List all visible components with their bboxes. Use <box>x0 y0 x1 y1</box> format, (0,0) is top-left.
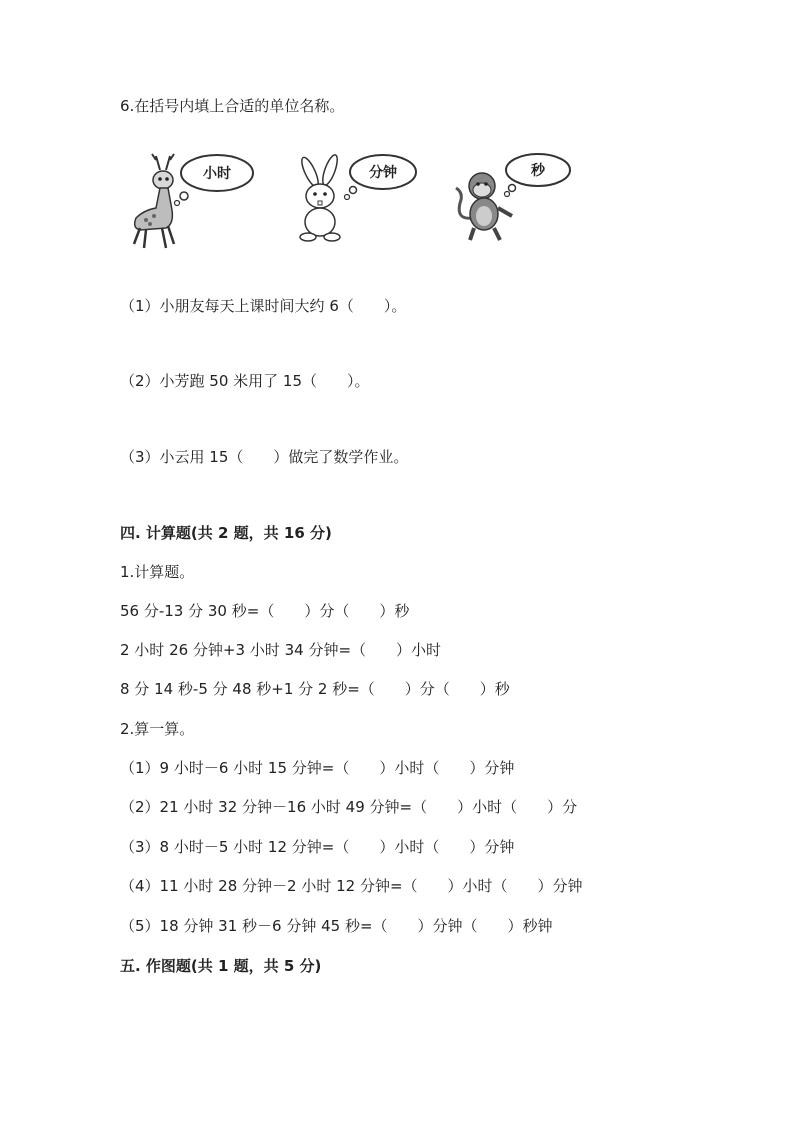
s4-q2-item-3: （3）8 小时－5 小时 12 分钟=（ ）小时（ ）分钟 <box>120 838 515 856</box>
section-5-title: 五. 作图题(共 1 题，共 5 分) <box>120 957 322 975</box>
monkey-icon <box>452 148 582 243</box>
question-6-title: 6.在括号内填上合适的单位名称。 <box>120 97 345 115</box>
s4-q2-item-4: （4）11 小时 28 分钟－2 小时 12 分钟=（ ）小时（ ）分钟 <box>120 877 583 895</box>
s4-q2-title: 2.算一算。 <box>120 720 195 738</box>
q6-item-3: （3）小云用 15（ ）做完了数学作业。 <box>120 448 409 466</box>
s4-q1-item-2: 2 小时 26 分钟+3 小时 34 分钟=（ ）小时 <box>120 641 442 659</box>
s4-q1-item-1: 56 分-13 分 30 秒=（ ）分（ ）秒 <box>120 602 410 620</box>
deer-icon <box>122 148 262 253</box>
s4-q1-item-3: 8 分 14 秒-5 分 48 秒+1 分 2 秒=（ ）分（ ）秒 <box>120 680 510 698</box>
deer-bubble-text: 小时 <box>203 166 231 182</box>
rabbit-bubble-text: 分钟 <box>369 165 397 181</box>
monkey-bubble-text: 秒 <box>531 163 545 179</box>
q6-item-2: （2）小芳跑 50 米用了 15（ ）。 <box>120 372 370 390</box>
s4-q2-item-5: （5）18 分钟 31 秒－6 分钟 45 秒=（ ）分钟（ ）秒钟 <box>120 917 553 935</box>
s4-q2-item-2: （2）21 小时 32 分钟－16 小时 49 分钟=（ ）小时（ ）分 <box>120 798 578 816</box>
s4-q1-title: 1.计算题。 <box>120 563 195 581</box>
rabbit-icon <box>290 148 420 243</box>
q6-item-1: （1）小朋友每天上课时间大约 6（ ）。 <box>120 297 407 315</box>
s4-q2-item-1: （1）9 小时－6 小时 15 分钟=（ ）小时（ ）分钟 <box>120 759 515 777</box>
section-4-title: 四. 计算题(共 2 题，共 16 分) <box>120 524 332 542</box>
monkey-illustration <box>452 148 582 247</box>
rabbit-illustration <box>290 148 420 247</box>
deer-illustration <box>122 148 262 257</box>
